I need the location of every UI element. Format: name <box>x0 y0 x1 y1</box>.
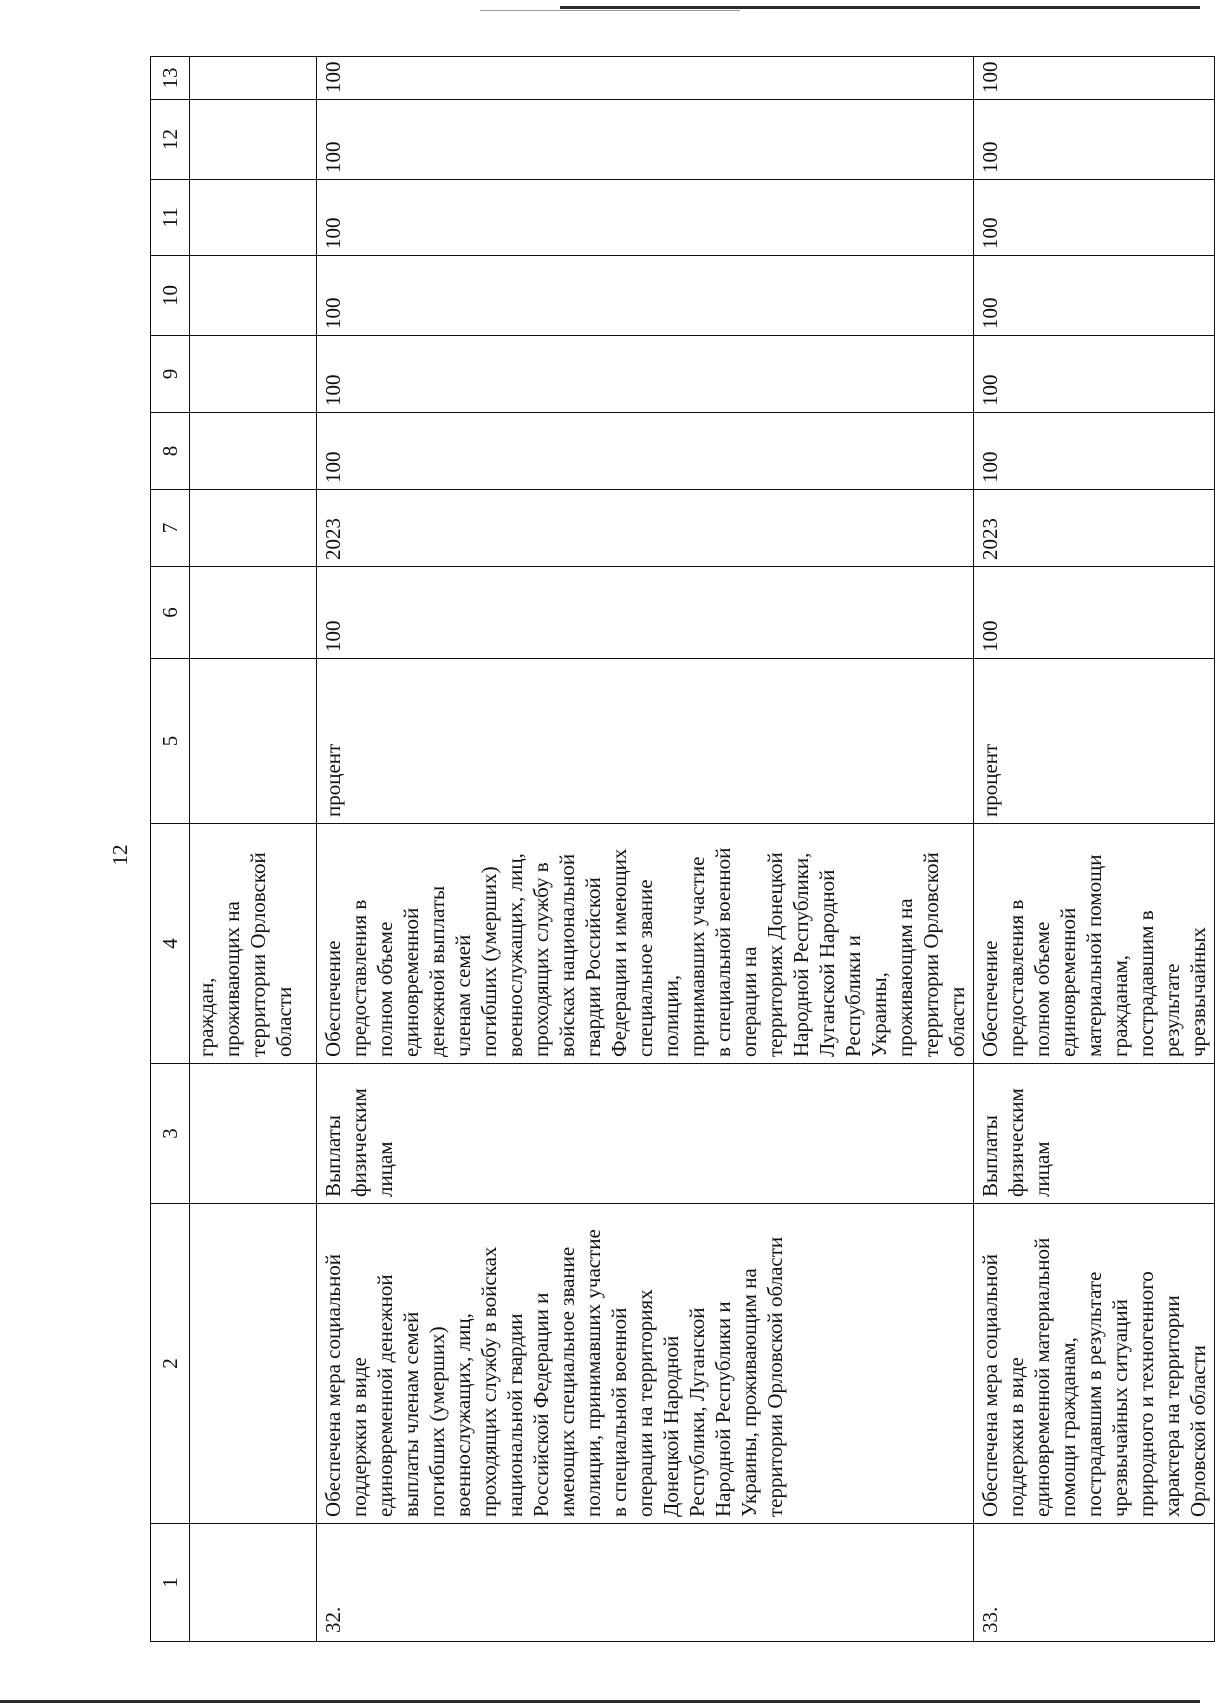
page-number: 12 <box>108 844 132 866</box>
scan-top-edge <box>560 6 1200 9</box>
header-cell: 9 <box>151 336 190 413</box>
table-cell <box>190 180 317 256</box>
value-cell: 100 <box>317 413 974 490</box>
result-cell: Обеспечена мера социальной поддержки в виде единовременной материальной помощи гражданам, пострадавшим в результате чрезвычайных ситуаций природного и техногенного характера на территории Орловской области <box>974 1204 1215 1524</box>
type-cell: Выплаты физическим лицам <box>317 1064 974 1204</box>
value-cell: 100 <box>974 413 1215 490</box>
header-cell: 6 <box>151 567 190 659</box>
header-cell: 8 <box>151 413 190 490</box>
scan-top-edge-thin <box>480 10 740 11</box>
row-number: 32. <box>317 1524 974 1642</box>
table-cell <box>190 659 317 824</box>
row-number: 33. <box>974 1524 1215 1642</box>
header-cell: 7 <box>151 490 190 567</box>
header-cell: 1 <box>151 1524 190 1642</box>
value-cell: 100 <box>974 336 1215 413</box>
indicator-cell: Обеспечение предоставления в полном объеме единовременной денежной выплаты членам семей погибших (умерших) военнослужащих, лиц, проходящих службу в войсках национальной гвардии Российской Федерации и имеющих специальное звание полиции, принимавших участие в специальной военной операции на территориях Донецкой Народной Республики, Луганской Народной Республики и Украины, проживающим на территории Орловской области <box>317 824 974 1064</box>
value-cell: 100 <box>317 57 974 100</box>
table-cell <box>190 1204 317 1524</box>
value-cell: 100 <box>974 256 1215 336</box>
scan-bottom-edge <box>0 1700 1200 1703</box>
value-cell: 100 <box>974 57 1215 100</box>
header-cell: 5 <box>151 659 190 824</box>
table-cell <box>190 490 317 567</box>
header-cell: 13 <box>151 57 190 100</box>
table-cell <box>190 567 317 659</box>
value-cell: 100 <box>317 180 974 256</box>
result-cell: Обеспечена мера социальной поддержки в виде единовременной денежной выплаты членам семей погибших (умерших) военнослужащих, лиц, проходящих службу в войсках национальной гвардии Российской Федерации и имеющих специальное звание полиции, принимавших участие в специальной военной операции на территориях Донецкой Народной Республики, Луганской Народной Республики и Украины, проживающим на территории Орловской области <box>317 1204 974 1524</box>
table-row <box>974 57 1215 1642</box>
header-cell: 3 <box>151 1064 190 1204</box>
value-cell: 100 <box>974 180 1215 256</box>
table-cell: граждан, проживающих на территории Орловской области <box>190 824 317 1064</box>
value-cell: 100 <box>974 567 1215 659</box>
indicator-cell: Обеспечение предоставления в полном объеме единовременной материальной помощи гражданам, пострадавшим в результате чрезвычайных <box>974 824 1215 1064</box>
table-cell <box>190 57 317 100</box>
header-cell: 11 <box>151 180 190 256</box>
type-cell: Выплаты физическим лицам <box>974 1064 1215 1204</box>
table-cell <box>190 100 317 180</box>
year-cell: 2023 <box>974 490 1215 567</box>
table-row <box>317 57 974 1642</box>
value-cell: 100 <box>317 256 974 336</box>
unit-cell: процент <box>317 659 974 824</box>
year-cell: 2023 <box>317 490 974 567</box>
rotated-table-frame <box>150 57 1210 1642</box>
table-cell <box>190 256 317 336</box>
header-cell: 10 <box>151 256 190 336</box>
value-cell: 100 <box>317 336 974 413</box>
table-cell <box>190 1064 317 1204</box>
table-cell <box>190 336 317 413</box>
value-cell: 100 <box>317 100 974 180</box>
value-cell: 100 <box>317 567 974 659</box>
header-cell: 2 <box>151 1204 190 1524</box>
indicators-table <box>150 56 1215 1642</box>
table-cell <box>190 1524 317 1642</box>
continuation-row <box>190 57 317 1642</box>
value-cell: 100 <box>974 100 1215 180</box>
header-cell: 4 <box>151 824 190 1064</box>
header-row <box>151 57 190 1642</box>
table-cell <box>190 413 317 490</box>
header-cell: 12 <box>151 100 190 180</box>
unit-cell: процент <box>974 659 1215 824</box>
